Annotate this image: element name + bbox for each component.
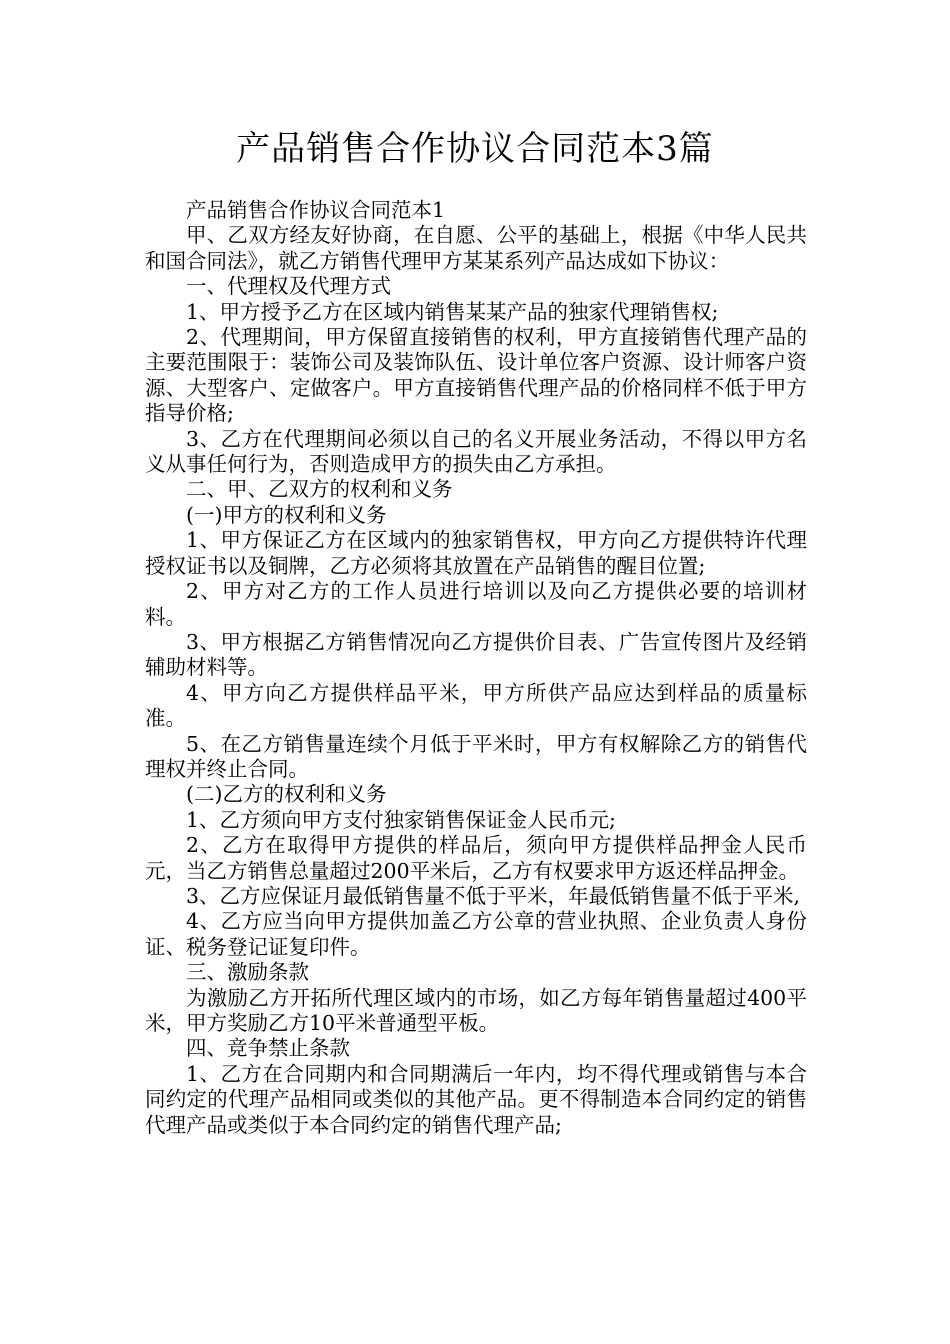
clause-paragraph: 为激励乙方开拓所代理区域内的市场，如乙方每年销售量超过400平米，甲方奖励乙方10平米普通型平板。 — [145, 985, 807, 1035]
clause-paragraph: 3、乙方在代理期间必须以自己的名义开展业务活动，不得以甲方名义从事任何行为，否则造成甲方的损失由乙方承担。 — [145, 426, 807, 477]
clause-paragraph: 3、甲方根据乙方销售情况向乙方提供价目表、广告宣传图片及经销辅助材料等。 — [145, 629, 807, 680]
section-heading: 四、竞争禁止条款 — [186, 1036, 350, 1061]
subsection-heading: (一)甲方的权利和义务 — [186, 502, 387, 527]
clause-paragraph: 1、甲方保证乙方在区域内的独家销售权，甲方向乙方提供特许代理授权证书以及铜牌，乙方必须将其放置在产品销售的醒目位置; — [145, 528, 807, 578]
document-title: 产品销售合作协议合同范本3篇 — [236, 129, 714, 169]
clause-paragraph: 4、乙方应当向甲方提供加盖乙方公章的营业执照、企业负责人身份证、税务登记证复印件。 — [145, 909, 807, 959]
clause-paragraph: 1、乙方在合同期内和合同期满后一年内，均不得代理或销售与本合同约定的代理产品相同或类似的其他产品。更不得制造本合同约定的销售代理产品或类似于本合同约定的销售代理产品; — [145, 1061, 807, 1137]
clause-paragraph: 1、乙方须向甲方支付独家销售保证金人民币元; — [186, 807, 616, 832]
section-heading: 一、代理权及代理方式 — [186, 274, 391, 299]
clause-paragraph: 1、甲方授予乙方在区域内销售某某产品的独家代理销售权; — [186, 299, 719, 324]
intro-paragraph: 甲、乙双方经友好协商，在自愿、公平的基础上，根据《中华人民共和国合同法》，就乙方销售代理甲方某某系列产品达成如下协议： — [145, 223, 807, 273]
subsection-heading: (二)乙方的权利和义务 — [186, 782, 387, 807]
clause-paragraph: 4、甲方向乙方提供样品平米，甲方所供产品应达到样品的质量标准。 — [145, 680, 807, 731]
subtitle-paragraph: 产品销售合作协议合同范本1 — [186, 198, 446, 222]
clause-paragraph: 2、代理期间，甲方保留直接销售的权利，甲方直接销售代理产品的主要范围限于：装饰公司及装饰队伍、设计单位客户资源、设计师客户资源、大型客户、定做客户。甲方直接销售代理产品的价格同样不低于甲方指导价格; — [145, 325, 807, 426]
clause-paragraph: 2、乙方在取得甲方提供的样品后，须向甲方提供样品押金人民币元，当乙方销售总量超过200平米后，乙方有权要求甲方返还样品押金。 — [145, 833, 807, 883]
section-heading: 三、激励条款 — [186, 960, 309, 985]
clause-paragraph: 2、甲方对乙方的工作人员进行培训以及向乙方提供必要的培训材料。 — [145, 579, 807, 629]
clause-paragraph: 5、在乙方销售量连续个月低于平米时，甲方有权解除乙方的销售代理权并终止合同。 — [145, 731, 807, 781]
section-heading: 二、甲、乙双方的权利和义务 — [186, 477, 453, 502]
document-body — [145, 198, 807, 1138]
clause-paragraph: 3、乙方应保证月最低销售量不低于平米，年最低销售量不低于平米, — [186, 883, 801, 908]
